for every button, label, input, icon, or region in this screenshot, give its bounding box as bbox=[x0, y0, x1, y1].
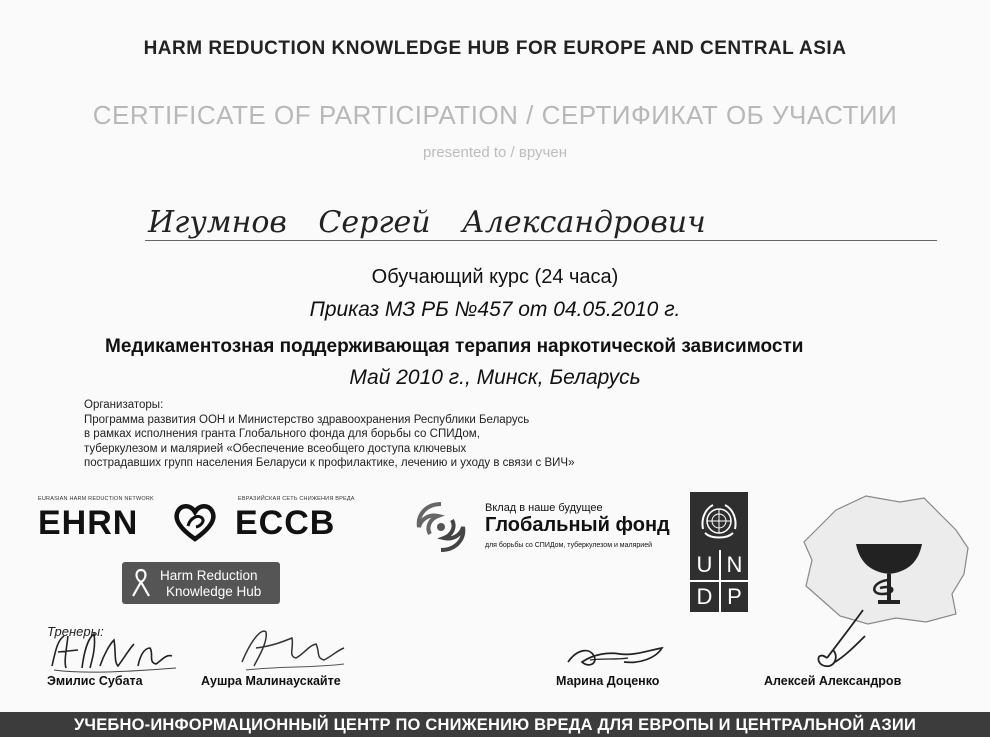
ribbon-icon bbox=[130, 568, 152, 598]
signature-aleksandrov bbox=[805, 606, 885, 676]
recipient-name: Игумнов Сергей Александрович bbox=[148, 205, 706, 240]
ehrn-eccb-logo bbox=[38, 496, 368, 546]
global-fund-name: Глобальный фонд bbox=[485, 514, 670, 536]
undp-logo bbox=[690, 492, 748, 612]
global-fund-subtitle: для борьбы со СПИДом, туберкулезом и малярией bbox=[485, 542, 652, 549]
undp-letter: D bbox=[696, 584, 713, 609]
undp-letter: P bbox=[719, 582, 748, 612]
footer-title: УЧЕБНО-ИНФОРМАЦИОННЫЙ ЦЕНТР ПО СНИЖЕНИЮ ВРЕДА ДЛЯ ЕВРОПЫ И ЦЕНТРАЛЬНОЙ АЗИИ bbox=[73, 716, 917, 734]
certificate-title: CERTIFICATE OF PARTICIPATION / СЕРТИФИКАТ ОБ УЧАСТИИ bbox=[92, 100, 898, 130]
global-fund-logo bbox=[412, 498, 692, 558]
eccb-wordmark: ЕССВ bbox=[235, 504, 336, 542]
signature-subata bbox=[44, 618, 184, 678]
organizers-label: Организаторы: bbox=[84, 399, 164, 411]
undp-letter: U bbox=[696, 552, 713, 577]
harm-reduction-hub-logo bbox=[122, 562, 280, 604]
organizers-line: туберкулезом и малярией «Обеспечение всеобщего доступа ключевых bbox=[84, 442, 467, 455]
certificate-header: HARM REDUCTION KNOWLEDGE HUB FOR EUROPE AND CENTRAL ASIA bbox=[143, 38, 847, 59]
course-topic: Медикаментозная поддерживающая терапия наркотической зависимости bbox=[105, 336, 804, 357]
undp-letter: N bbox=[719, 550, 748, 580]
trainers-label: Тренеры: bbox=[47, 624, 104, 639]
heart-icon bbox=[172, 502, 218, 542]
organizers-line: пострадавших групп населения Беларуси к профилактике, лечению и уходу в связи с ВИЧ» bbox=[84, 457, 575, 470]
signature-dotsenko bbox=[560, 618, 670, 678]
signatory-name: Аушра Малинаускайте bbox=[201, 674, 341, 688]
signature-malinauskaite bbox=[232, 618, 352, 678]
presented-to-label: presented to / вручен bbox=[423, 144, 567, 161]
course-order: Приказ МЗ РБ №457 от 04.05.2010 г. bbox=[309, 298, 681, 321]
signatory-name: Эмилис Субата bbox=[47, 674, 143, 688]
hub-logo-line2: Knowledge Hub bbox=[166, 584, 262, 599]
ehrn-caption: EURASIAN HARM REDUCTION NETWORK bbox=[38, 496, 154, 502]
organizers-block bbox=[84, 398, 704, 471]
course-dates: Май 2010 г., Минск, Беларусь bbox=[349, 366, 641, 389]
global-fund-swirl-icon bbox=[412, 500, 470, 554]
global-fund-tagline: Вклад в наше будущее bbox=[485, 502, 603, 514]
course-type: Обучающий курс (24 часа) bbox=[371, 266, 619, 288]
signatory-name: Марина Доценко bbox=[556, 674, 660, 688]
organizers-line: Программа развития ООН и Министерство здравоохранения Республики Беларусь bbox=[84, 413, 530, 426]
ehrn-wordmark: EHRN bbox=[38, 504, 139, 542]
organizers-line: в рамках исполнения гранта Глобального фонда для борьбы со СПИДом, bbox=[84, 428, 480, 441]
un-emblem-icon bbox=[697, 499, 741, 543]
eccb-caption: ЕВРАЗИЙСКАЯ СЕТЬ СНИЖЕНИЯ ВРЕДА bbox=[238, 496, 355, 502]
hub-logo-line1: Harm Reduction bbox=[160, 568, 258, 583]
undp-letter-grid bbox=[690, 550, 748, 612]
signatory-name: Алексей Александров bbox=[764, 674, 902, 688]
recipient-underline bbox=[145, 240, 937, 241]
